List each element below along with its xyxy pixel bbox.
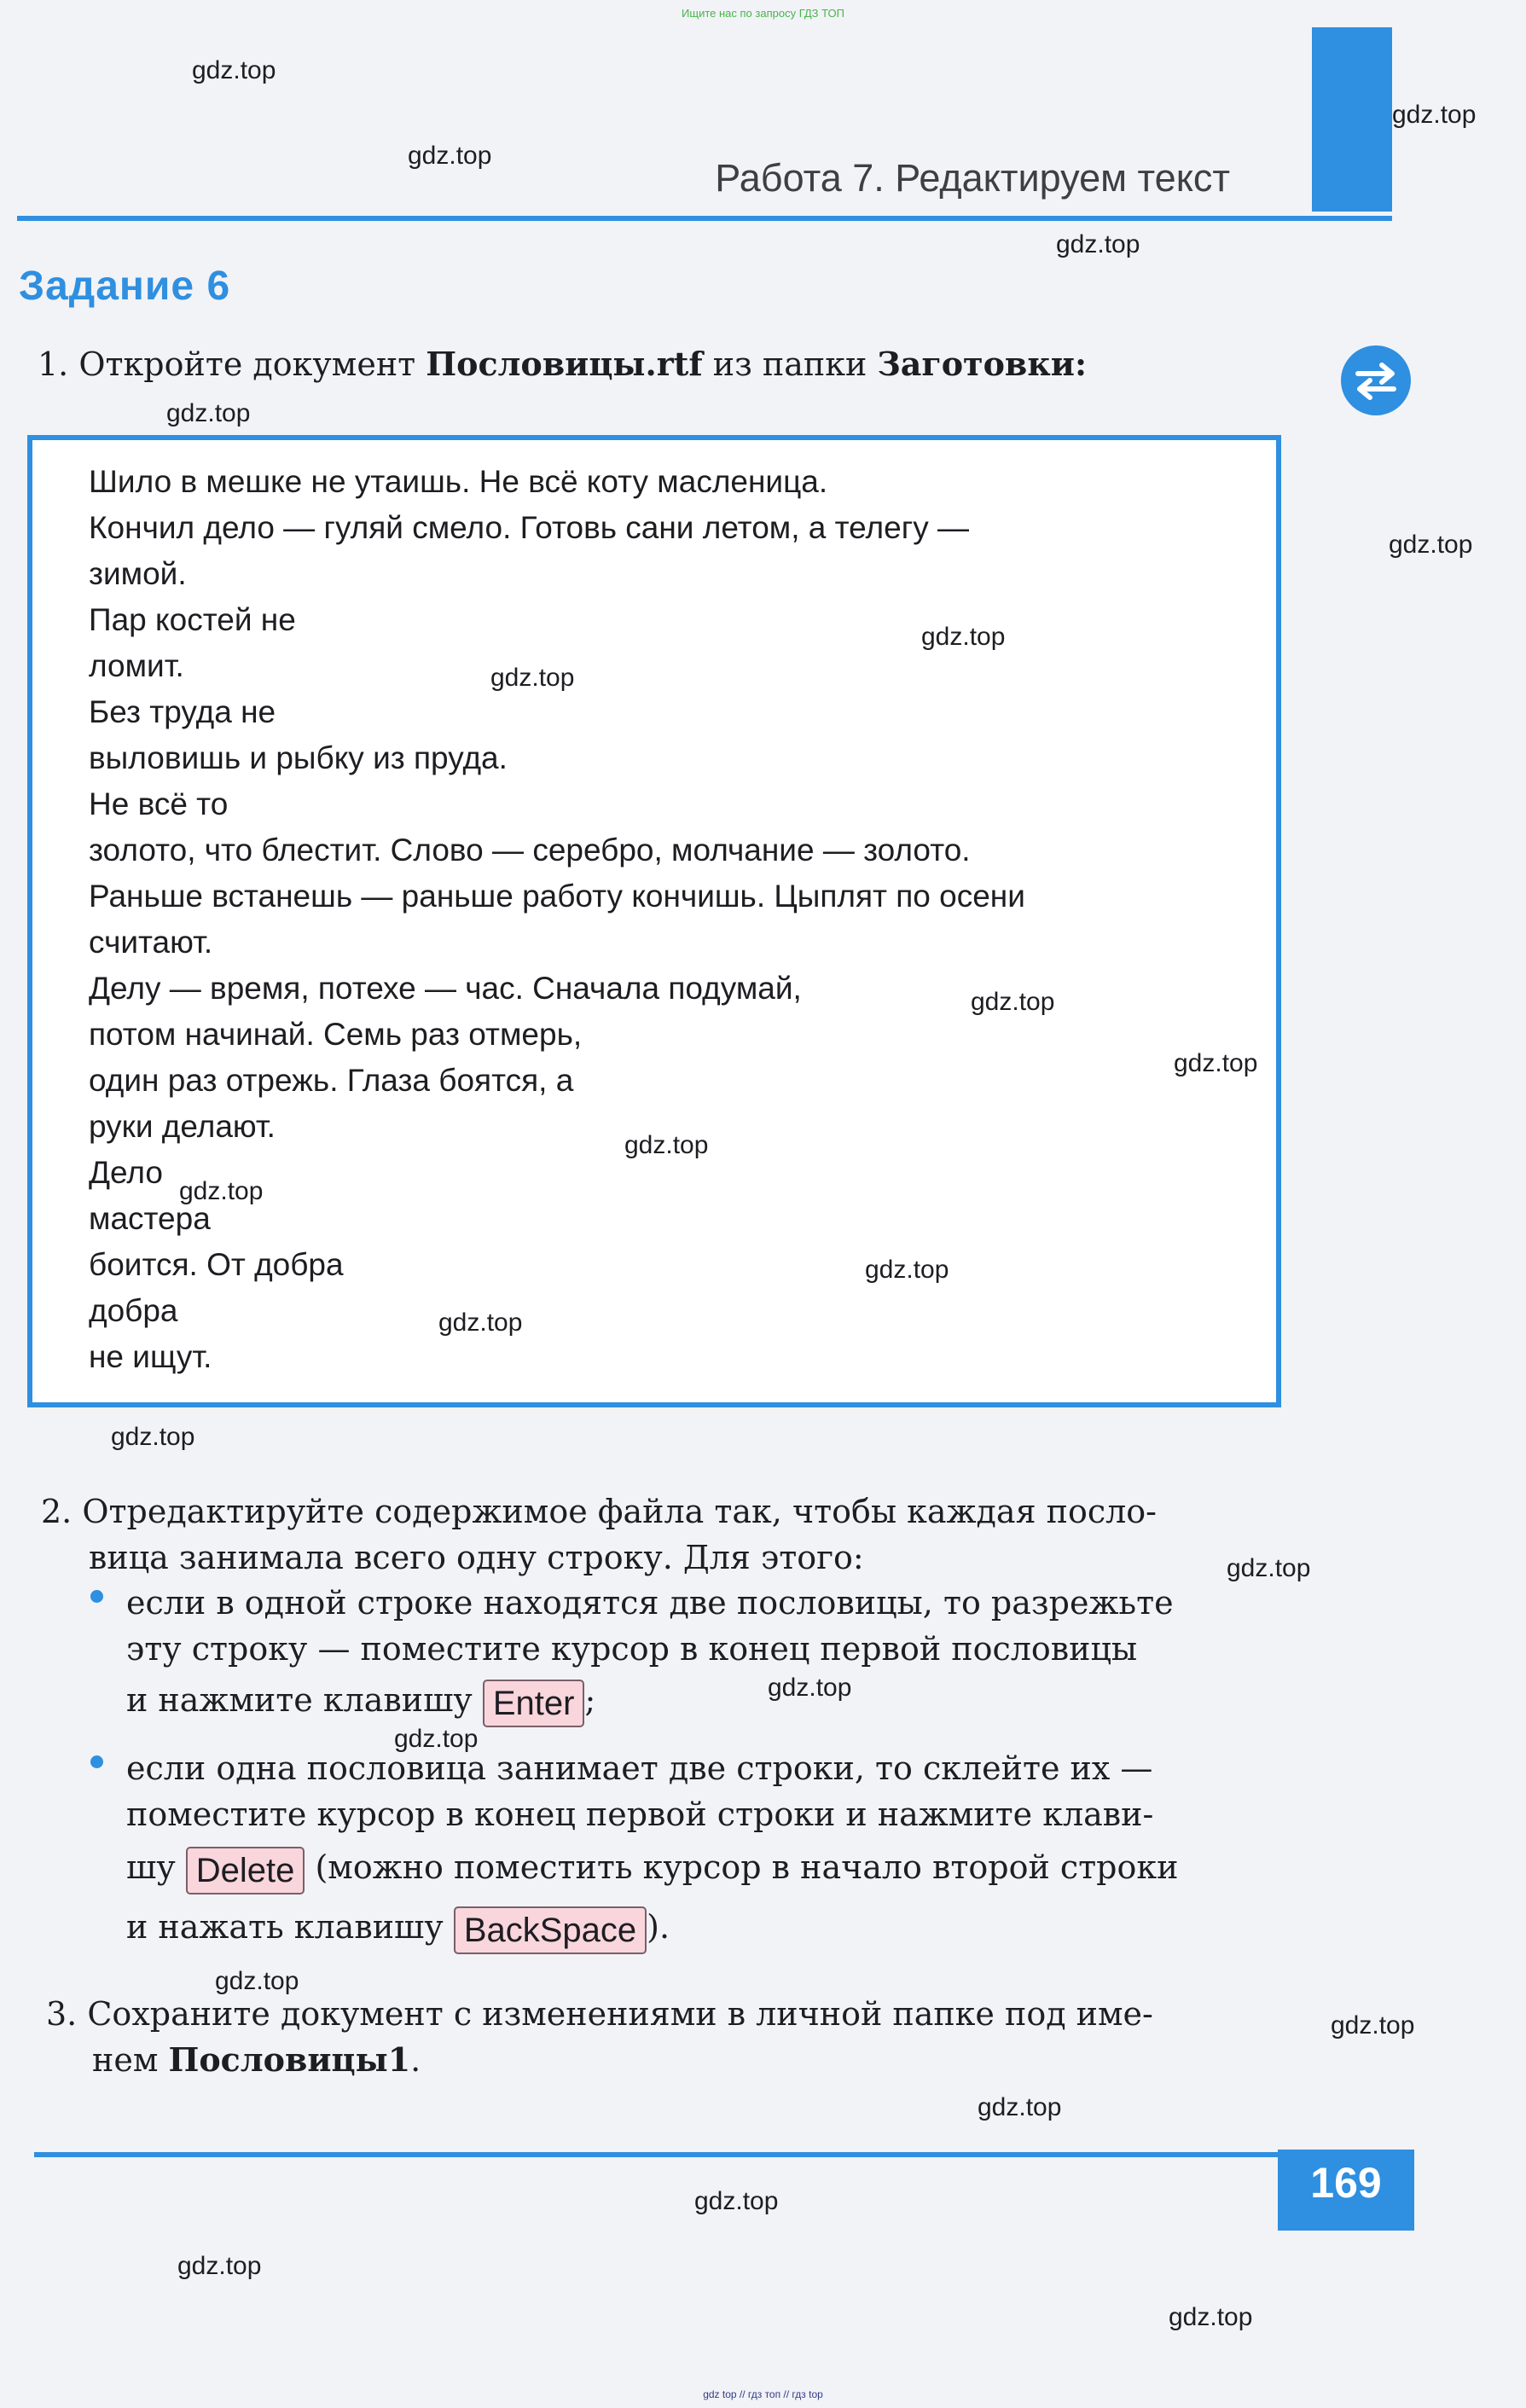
document-line: потом начинай. Семь раз отмерь, <box>89 1017 583 1052</box>
watermark: gdz.top <box>978 2093 1062 2121</box>
step-1 <box>38 341 1087 387</box>
task-title: Задание 6 <box>19 264 231 309</box>
watermark: gdz.top <box>215 1967 299 1995</box>
step-2-line-2: вица занимала всего одну строку. Для этого: <box>89 1539 864 1576</box>
step-2-text: Отредактируйте содержимое файла так, чтобы каждая посло- <box>82 1493 1157 1530</box>
step-1-number: 1. <box>38 345 69 383</box>
watermark: gdz.top <box>1174 1049 1258 1077</box>
document-line: руки делают. <box>89 1109 276 1144</box>
bullet-2-line-2: поместите курсор в конец первой строки и нажмите клави- <box>126 1796 1154 1833</box>
watermark: gdz.top <box>1392 101 1477 129</box>
document-line: мастера <box>89 1201 211 1236</box>
watermark: gdz.top <box>111 1423 195 1451</box>
watermark: gdz.top <box>768 1674 852 1702</box>
document-line: Шило в мешке не утаишь. Не всё коту масленица. <box>89 464 828 499</box>
bullet-2-line-3 <box>126 1844 1178 1894</box>
watermark: gdz.top <box>192 56 276 84</box>
watermark: gdz.top <box>694 2187 779 2215</box>
document-line: один раз отрежь. Глаза боятся, а <box>89 1063 574 1098</box>
document-line: добра <box>89 1293 178 1328</box>
step-3-line-1 <box>46 1991 1153 2037</box>
document-line: Дело <box>89 1155 163 1190</box>
bullet-2-text-a: шу <box>126 1848 186 1886</box>
bullet-2-line-4 <box>126 1904 670 1954</box>
document-line: не ищут. <box>89 1339 212 1374</box>
step-1-text-c: из папки <box>702 345 878 383</box>
step-3-line-2 <box>92 2037 421 2083</box>
step-1-folder: Заготовки: <box>877 345 1087 383</box>
bullet-1-semicolon: ; <box>584 1681 596 1719</box>
document-line: считают. <box>89 925 213 960</box>
watermark: gdz.top <box>865 1256 949 1284</box>
document-line: боится. От добра <box>89 1247 344 1282</box>
document-line: золото, что блестит. Слово — серебро, молчание — золото. <box>89 833 971 867</box>
watermark: gdz.top <box>177 2252 262 2280</box>
header-rule <box>17 216 1392 221</box>
watermark: gdz.top <box>1389 531 1473 559</box>
page-number: 169 <box>1310 2159 1382 2207</box>
document-line: Не всё то <box>89 786 229 821</box>
step-2-number: 2. <box>41 1493 73 1530</box>
bullet <box>90 1755 103 1768</box>
step-1-text-a: Откройте документ <box>78 345 426 383</box>
document-line: выловишь и рыбку из пруда. <box>89 740 508 775</box>
footer-rule <box>34 2152 1279 2157</box>
delete-key: Delete <box>186 1847 305 1894</box>
watermark: gdz.top <box>1331 2011 1415 2040</box>
watermark: gdz.top <box>179 1177 264 1205</box>
document-line: Делу — время, потехе — час. Сначала подумай, <box>89 971 802 1006</box>
step-1-filename: Пословицы.rtf <box>426 345 703 383</box>
watermark: gdz.top <box>394 1725 479 1753</box>
watermark: gdz.top <box>490 664 575 692</box>
bullet-2-text-d: ). <box>647 1908 670 1946</box>
document-line: Раньше встанешь — раньше работу кончишь. Цыплят по осени <box>89 879 1025 914</box>
bullet-1-line-3 <box>126 1677 595 1727</box>
bottom-note: gdz top // гдз топ // гдз top <box>703 2388 823 2400</box>
document-line: зимой. <box>89 556 187 591</box>
watermark: gdz.top <box>1056 230 1140 258</box>
watermark: gdz.top <box>1227 1554 1311 1582</box>
header-blue-tab <box>1312 27 1392 212</box>
watermark: gdz.top <box>921 623 1006 651</box>
bullet-2-line-1: если одна пословица занимает две строки, то склейте их — <box>126 1749 1153 1787</box>
watermark: gdz.top <box>408 142 492 170</box>
step-3-period: . <box>410 2041 421 2079</box>
top-search-note: Ищите нас по запросу ГДЗ ТОП <box>682 7 844 20</box>
backspace-key: BackSpace <box>454 1906 647 1954</box>
bullet-1-line-1: если в одной строке находятся две пословицы, то разрежьте <box>126 1584 1174 1622</box>
document-line: Без труда не <box>89 694 276 729</box>
bullet-2-text-c: и нажать клавишу <box>126 1908 454 1946</box>
bullet-1-line-2: эту строку — поместите курсор в конец первой пословицы <box>126 1630 1138 1668</box>
watermark: gdz.top <box>971 988 1055 1016</box>
step-3-text-a: нем <box>92 2041 169 2079</box>
enter-key: Enter <box>483 1680 585 1727</box>
watermark: gdz.top <box>1169 2303 1253 2331</box>
watermark: gdz.top <box>624 1131 709 1159</box>
step-2-line-1 <box>41 1488 1157 1535</box>
watermark: gdz.top <box>166 399 251 427</box>
document-line: ломит. <box>89 648 184 683</box>
step-3-filename: Пословицы1 <box>168 2040 411 2079</box>
swap-arrows-icon <box>1341 345 1411 415</box>
watermark: gdz.top <box>438 1308 523 1337</box>
step-3-number: 3. <box>46 1995 78 2033</box>
document-line: Пар костей не <box>89 602 296 637</box>
step-3-text: Сохраните документ с изменениями в личной папке под име- <box>87 1995 1153 2033</box>
bullet-1-text: и нажмите клавишу <box>126 1681 483 1719</box>
bullet-2-text-b: (можно поместить курсор в начало второй строки <box>305 1848 1179 1886</box>
document-line: Кончил дело — гуляй смело. Готовь сани летом, а телегу — <box>89 510 969 545</box>
page-header-title: Работа 7. Редактируем текст <box>715 156 1230 200</box>
bullet <box>90 1590 103 1603</box>
